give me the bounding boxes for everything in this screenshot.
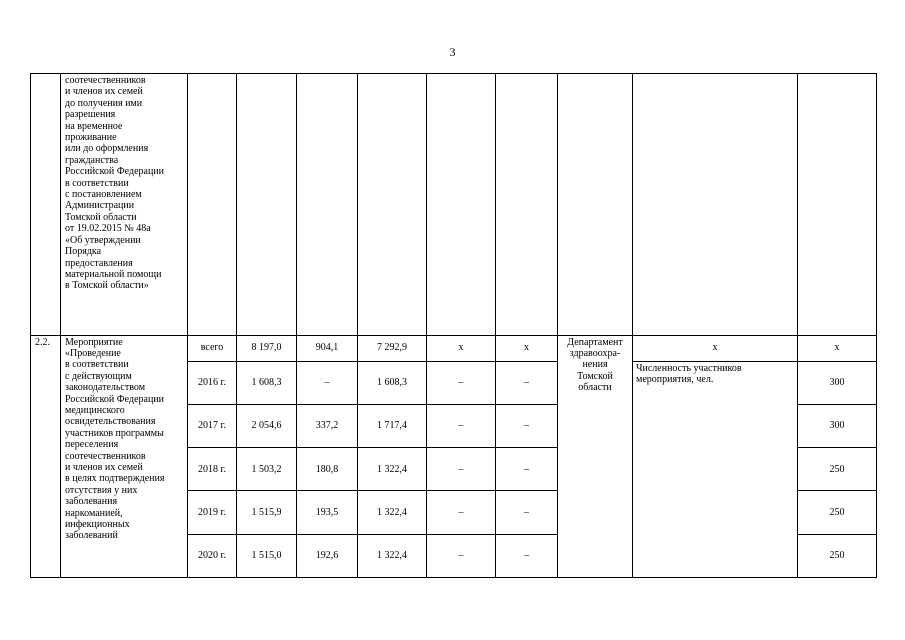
local-cell: –: [427, 534, 496, 577]
regional-cell: 1 608,3: [358, 361, 427, 404]
description-line: материальной помощи: [65, 268, 162, 280]
other-cell: –: [496, 491, 558, 534]
description-line: заболеваний: [65, 530, 118, 542]
continued-description: [61, 74, 188, 336]
description-line: переселения: [65, 439, 119, 451]
total-cell: 8 197,0: [237, 335, 297, 361]
local-cell: –: [427, 448, 496, 491]
executor-line: области: [578, 382, 612, 394]
indicator-value-cell: 300: [798, 404, 877, 447]
description-line: предоставления: [65, 257, 133, 269]
federal-cell: 904,1: [297, 335, 358, 361]
period-cell: 2020 г.: [188, 534, 237, 577]
description-line: и членов их семей: [65, 462, 143, 474]
description-line: наркоманией,: [65, 507, 123, 519]
description-line: до получения ими: [65, 97, 143, 109]
period-cell: 2019 г.: [188, 491, 237, 534]
regional-cell: 1 322,4: [358, 491, 427, 534]
page-number: 3: [449, 45, 456, 59]
measure-description: [61, 335, 188, 577]
other-cell: –: [496, 448, 558, 491]
description-line: в соответствии: [65, 177, 129, 189]
description-line: отсутствия у них: [65, 484, 138, 496]
local-cell: [427, 74, 496, 336]
description-line: и членов их семей: [65, 86, 143, 98]
regional-cell: 1 717,4: [358, 404, 427, 447]
period-cell: [188, 74, 237, 336]
description-line: соотечественников: [65, 450, 146, 462]
period-cell: 2016 г.: [188, 361, 237, 404]
total-cell: 1 515,0: [237, 534, 297, 577]
description-line: Томской области: [65, 211, 137, 223]
total-cell: [237, 74, 297, 336]
executor-line: нения: [582, 359, 608, 371]
description-line: в целях подтверждения: [65, 473, 165, 485]
indicator-value-cell: 300: [798, 361, 877, 404]
indicator-value-cell: [798, 74, 877, 336]
description-line: соотечественников: [65, 75, 146, 86]
federal-cell: 180,8: [297, 448, 358, 491]
regional-cell: 7 292,9: [358, 335, 427, 361]
federal-cell: 193,5: [297, 491, 358, 534]
executor-cell: [558, 74, 633, 336]
local-cell: –: [427, 404, 496, 447]
description-line: с постановлением: [65, 189, 142, 201]
indicator-cell: x: [633, 335, 798, 361]
total-cell: 1 515,9: [237, 491, 297, 534]
local-cell: –: [427, 491, 496, 534]
federal-cell: [297, 74, 358, 336]
regional-cell: [358, 74, 427, 336]
total-cell: 2 054,6: [237, 404, 297, 447]
period-cell: 2017 г.: [188, 404, 237, 447]
local-cell: x: [427, 335, 496, 361]
description-line: Порядка: [65, 246, 102, 258]
description-line: на временное: [65, 120, 123, 132]
other-cell: –: [496, 361, 558, 404]
description-line: в соответствии: [65, 359, 129, 371]
federal-cell: 192,6: [297, 534, 358, 577]
number-cell: [31, 74, 61, 336]
executor-line: Томской: [577, 370, 613, 382]
executor-cell: [558, 335, 633, 577]
program-table: [30, 73, 877, 578]
description-line: инфекционных: [65, 519, 130, 531]
description-line: освидетельствования: [65, 416, 156, 428]
indicator-value-cell: 250: [798, 534, 877, 577]
local-cell: –: [427, 361, 496, 404]
description-line: в Томской области»: [65, 280, 149, 292]
description-line: проживание: [65, 132, 117, 144]
indicator-value-cell: 250: [798, 448, 877, 491]
measure-number: 2.2.: [31, 335, 61, 577]
total-cell: 1 503,2: [237, 448, 297, 491]
indicator-value-cell: x: [798, 335, 877, 361]
description-line: «Проведение: [65, 347, 121, 359]
indicator-value-cell: 250: [798, 491, 877, 534]
indicator-cell: [633, 74, 798, 336]
other-cell: x: [496, 335, 558, 361]
description-line: Мероприятие: [65, 336, 123, 348]
other-cell: [496, 74, 558, 336]
description-line: медицинского: [65, 404, 125, 416]
executor-line: здравоохра-: [569, 347, 621, 359]
regional-cell: 1 322,4: [358, 448, 427, 491]
description-line: или до оформления: [65, 143, 149, 155]
description-line: Администрации: [65, 200, 135, 212]
description-line: законодательством: [65, 382, 146, 394]
description-line: «Об утверждении: [65, 234, 141, 246]
continued-row: [31, 74, 877, 336]
federal-cell: 337,2: [297, 404, 358, 447]
description-line: заболевания: [65, 496, 118, 508]
other-cell: –: [496, 534, 558, 577]
description-line: разрешения: [65, 109, 116, 121]
description-line: от 19.02.2015 № 48а: [65, 223, 151, 235]
description-line: Российской Федерации: [65, 393, 165, 405]
description-line: с действующим: [65, 370, 132, 382]
executor-line: Департамент: [567, 336, 623, 348]
total-cell: 1 608,3: [237, 361, 297, 404]
table-row: [31, 335, 877, 361]
regional-cell: 1 322,4: [358, 534, 427, 577]
period-cell: 2018 г.: [188, 448, 237, 491]
indicator-cell: Численность участников мероприятия, чел.: [633, 361, 798, 577]
description-line: гражданства: [65, 154, 119, 166]
period-cell: всего: [188, 335, 237, 361]
federal-cell: –: [297, 361, 358, 404]
description-line: Российской Федерации: [65, 166, 165, 178]
other-cell: –: [496, 404, 558, 447]
description-line: участников программы: [65, 427, 164, 439]
